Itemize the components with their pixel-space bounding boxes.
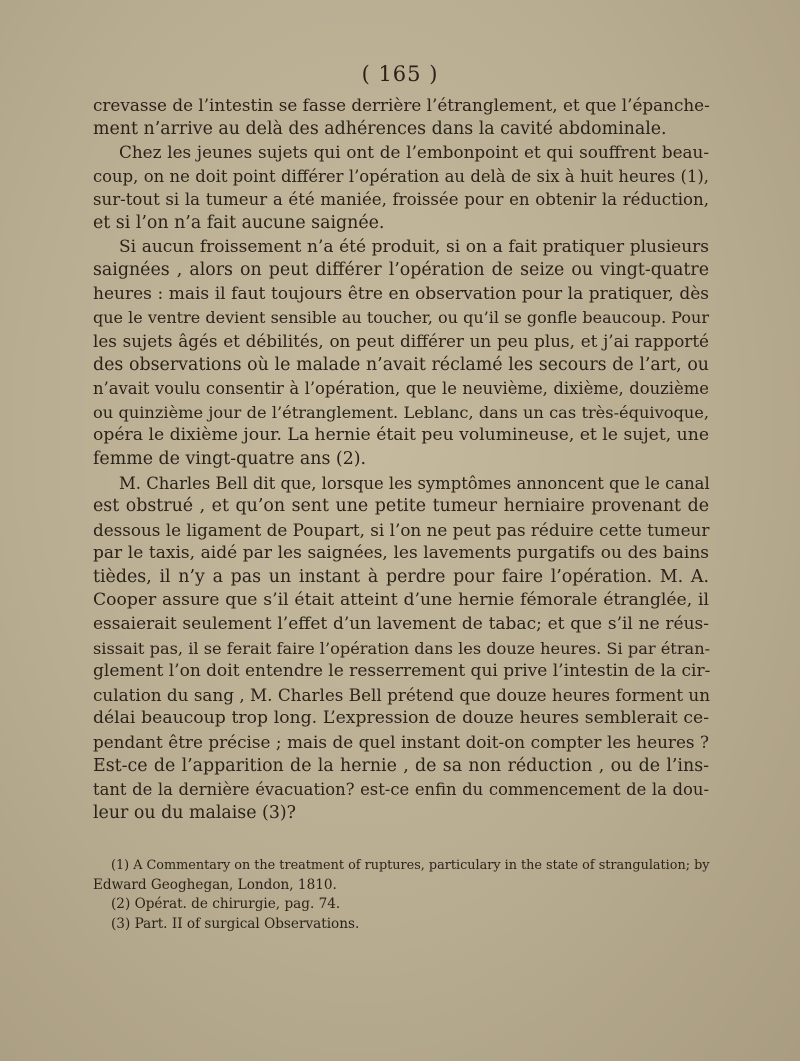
text-line: ment n’arrive au delà des adhérences dans la cavité abdominale.: [93, 118, 667, 139]
footnote-line: (2) Opérat. de chirurgie, pag. 74.: [111, 896, 341, 913]
text-line: des observations où le malade n’avait réclamé les secours de l’art, ou: [93, 354, 709, 375]
body-text: [93, 94, 709, 825]
text-line: Si aucun froissement n’a été produit, si on a fait pratiquer plusieurs: [119, 236, 709, 257]
text-line: Cooper assure que s’il était atteint d’une hernie fémorale étranglée, il: [93, 590, 709, 611]
text-line: Chez les jeunes sujets qui ont de l’embonpoint et qui souffrent beau-: [119, 142, 709, 163]
paragraph: [93, 472, 709, 826]
text-line: les sujets âgés et débilités, on peut différer un peu plus, et j’ai rapporté: [93, 330, 709, 351]
text-line: par le taxis, aidé par les saignées, les lavements purgatifs ou des bains: [93, 543, 709, 564]
text-line: femme de vingt-quatre ans (2).: [93, 448, 367, 469]
paragraph: [93, 141, 709, 235]
text-line: n’avait voulu consentir à l’opération, que le neuvième, dixième, douzième: [93, 379, 709, 399]
text-line: sissait pas, il se ferait faire l’opération dans les douze heures. Si par étran-: [93, 638, 711, 658]
text-line: tièdes, il n’y a pas un instant à perdre pour faire l’opération. M. A.: [93, 566, 709, 587]
footnote-line: (1) A Commentary on the treatment of ruptures, particulary in the state of strangulation; by: [111, 858, 710, 873]
text-line: essaierait seulement l’effet d’un lavement de tabac; et que s’il ne réus-: [93, 614, 709, 635]
footnotes: [93, 856, 709, 934]
footnote-line: Edward Geoghegan, London, 1810.: [93, 876, 337, 893]
text-line: ou quinzième jour de l’étranglement. Leblanc, dans un cas très-équivoque,: [93, 402, 709, 422]
text-line: saignées , alors on peut différer l’opération de seize ou vingt-quatre: [93, 260, 709, 281]
text-line: et si l’on n’a fait aucune saignée.: [93, 212, 385, 233]
footnote: [93, 915, 709, 935]
text-line: coup, on ne doit point différer l’opération au delà de six à huit heures (1),: [93, 166, 709, 186]
footnote-line: (3) Part. II of surgical Observations.: [111, 915, 360, 932]
text-line: glement l’on doit entendre le resserrement qui prive l’intestin de la cir-: [93, 661, 711, 682]
text-line: est obstrué , et qu’on sent une petite tumeur herniaire provenant de: [93, 496, 709, 517]
footnote: [93, 856, 709, 895]
text-line: leur ou du malaise (3)?: [93, 802, 297, 823]
text-line: M. Charles Bell dit que, lorsque les symptômes annoncent que le canal: [119, 473, 710, 493]
text-line: dessous le ligament de Poupart, si l’on ne peut pas réduire cette tumeur: [93, 519, 710, 540]
paragraph: [93, 94, 709, 141]
text-line: culation du sang , M. Charles Bell prétend que douze heures forment un: [93, 684, 711, 705]
text-line: pendant être précise ; mais de quel instant doit-on compter les heures ?: [93, 732, 709, 753]
text-line: opéra le dixième jour. La hernie était peu volumineuse, et le sujet, une: [93, 425, 709, 446]
text-line: sur-tout si la tumeur a été maniée, froissée pour en obtenir la réduction,: [93, 190, 709, 210]
paragraph: [93, 236, 709, 472]
text-line: crevasse de l’intestin se fasse derrière l’étranglement, et que l’épanche-: [93, 95, 710, 115]
text-line: Est-ce de l’apparition de la hernie , de sa non réduction , ou de l’ins-: [93, 755, 709, 776]
text-line: heures : mais il faut toujours être en observation pour la pratiquer, dès: [93, 283, 709, 304]
text-line: que le ventre devient sensible au toucher, ou qu’il se gonfle beaucoup. Pour: [93, 308, 709, 328]
page-number: ( 165 ): [361, 62, 439, 86]
footnote: [93, 895, 709, 915]
text-line: délai beaucoup trop long. L’expression de douze heures semblerait ce-: [93, 708, 709, 729]
text-line: tant de la dernière évacuation? est-ce enfin du commencement de la dou-: [93, 780, 709, 800]
